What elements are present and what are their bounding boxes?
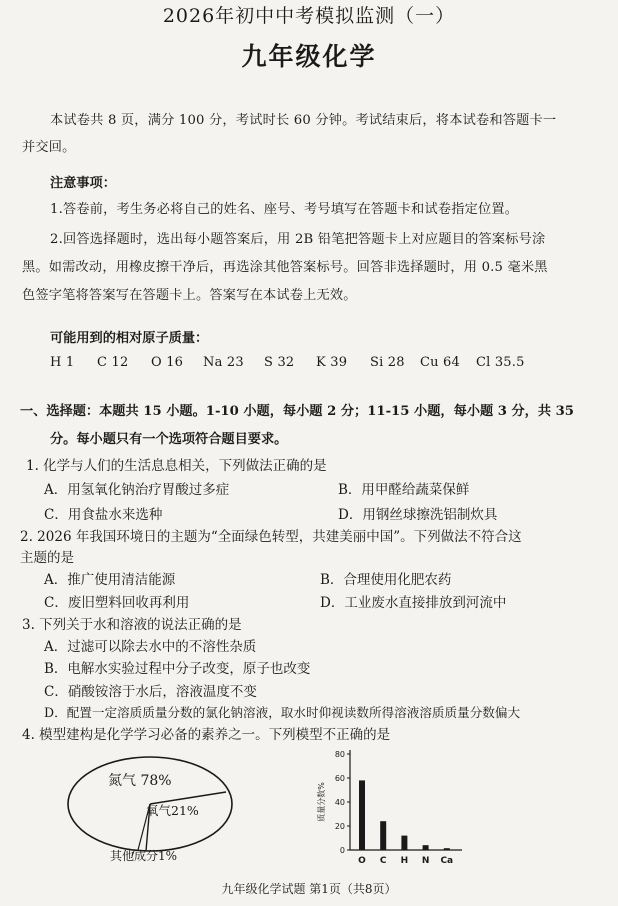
element-mass-bar-chart	[310, 746, 470, 872]
q1-option-b: B．用甲醛给蔬菜保鲜	[338, 482, 470, 498]
q3-stem: 3. 下列关于水和溶液的说法正确的是	[22, 617, 242, 633]
atomic-mass-item: Cl 35.5	[476, 355, 525, 370]
intro-line-1: 本试卷共 8 页，满分 100 分，考试时长 60 分钟。考试结束后，将本试卷和答题卡一	[50, 113, 557, 128]
atomic-mass-item: Na 23	[203, 355, 244, 370]
pie-label-nitrogen: 氮气 78%	[108, 773, 172, 789]
notes-heading: 注意事项：	[50, 176, 116, 191]
q2-option-b: B．合理使用化肥农药	[320, 572, 452, 588]
pie-label-other: 其他成分1%	[110, 849, 178, 863]
notes-item-2-line-1: 2.回答选择题时，选出每小题答案后，用 2B 铅笔把答题卡上对应题目的答案标号涂	[50, 232, 546, 247]
x-tick-label: C	[379, 856, 387, 866]
q4-stem: 4. 模型建构是化学学习必备的素养之一。下列模型不正确的是	[22, 727, 391, 743]
q2-option-a: A．推广使用清洁能源	[44, 572, 176, 588]
y-tick-label: 20	[334, 822, 345, 831]
q1-option-d: D．用钢丝球擦洗铝制炊具	[338, 507, 498, 523]
bar-h	[401, 836, 407, 850]
atomic-mass-item: K 39	[316, 355, 348, 370]
section-1-line-1: 一、选择题：本题共 15 小题。1-10 小题，每小题 2 分；11-15 小题，每小题 3 分，共 35	[20, 404, 574, 419]
bar-ca	[444, 848, 450, 850]
notes-item-2-line-3: 色签字笔将答案写在答题卡上。答案写在本试卷上无效。	[22, 288, 357, 303]
q2-stem-line-2: 主题的是	[20, 550, 74, 566]
exam-title: 2026年初中中考模拟监测（一）	[162, 5, 456, 27]
atomic-mass-heading: 可能用到的相对原子质量：	[50, 331, 209, 346]
subject-title: 九年级化学	[241, 42, 377, 71]
q3-option-d: D．配置一定溶质质量分数的氯化钠溶液，取水时仰视读数所得溶液溶质质量分数偏大	[44, 705, 521, 720]
atomic-mass-item: H 1	[50, 355, 75, 370]
q3-option-b: B．电解水实验过程中分子改变，原子也改变	[44, 661, 311, 677]
x-tick-label: H	[400, 856, 409, 866]
notes-item-2-line-2: 黑。如需改动，用橡皮擦干净后，再选涂其他答案标号。回答非选择题时，用 0.5 毫米黑	[22, 260, 548, 275]
section-1-line-2: 分。每小题只有一个选项符合题目要求。	[50, 432, 288, 447]
x-tick-label: Ca	[440, 856, 454, 866]
page-footer: 九年级化学试题 第1页（共8页）	[221, 882, 397, 896]
y-tick-label: 40	[334, 798, 345, 807]
q1-option-c: C．用食盐水来选种	[44, 507, 163, 523]
q2-stem-line-1: 2. 2026 年我国环境日的主题为“全面绿色转型，共建美丽中国”。下列做法不符合这	[20, 529, 522, 545]
q3-option-c: C．硝酸铵溶于水后，溶液温度不变	[44, 684, 257, 700]
intro-line-2: 并交回。	[22, 140, 76, 155]
q2-option-c: C．废旧塑料回收再利用	[44, 595, 190, 611]
y-tick-label: 0	[339, 846, 345, 855]
x-tick-label: N	[421, 856, 430, 866]
atomic-mass-item: C 12	[97, 355, 129, 370]
bar-o	[359, 780, 365, 850]
q1-stem: 1. 化学与人们的生活息息相关，下列做法正确的是	[26, 458, 327, 474]
x-tick-label: O	[358, 856, 366, 866]
bar-c	[380, 821, 386, 850]
pie-label-oxygen: 氧气21%	[146, 803, 199, 818]
q3-option-a: A．过滤可以除去水中的不溶性杂质	[44, 639, 257, 655]
y-axis-label: 质量分数%	[317, 782, 326, 822]
atomic-mass-item: O 16	[151, 355, 184, 370]
atomic-mass-item: S 32	[264, 355, 295, 370]
bar-n	[423, 845, 429, 850]
notes-item-1: 1.答卷前，考生务必将自己的姓名、座号、考号填写在答题卡和试卷指定位置。	[50, 202, 519, 217]
y-tick-label: 80	[334, 750, 345, 759]
q1-option-a: A．用氢氧化钠治疗胃酸过多症	[44, 482, 230, 498]
atomic-mass-item: Cu 64	[420, 355, 460, 370]
y-tick-label: 60	[334, 774, 345, 783]
q2-option-d: D．工业废水直接排放到河流中	[320, 595, 507, 611]
atomic-mass-item: Si 28	[370, 355, 405, 370]
